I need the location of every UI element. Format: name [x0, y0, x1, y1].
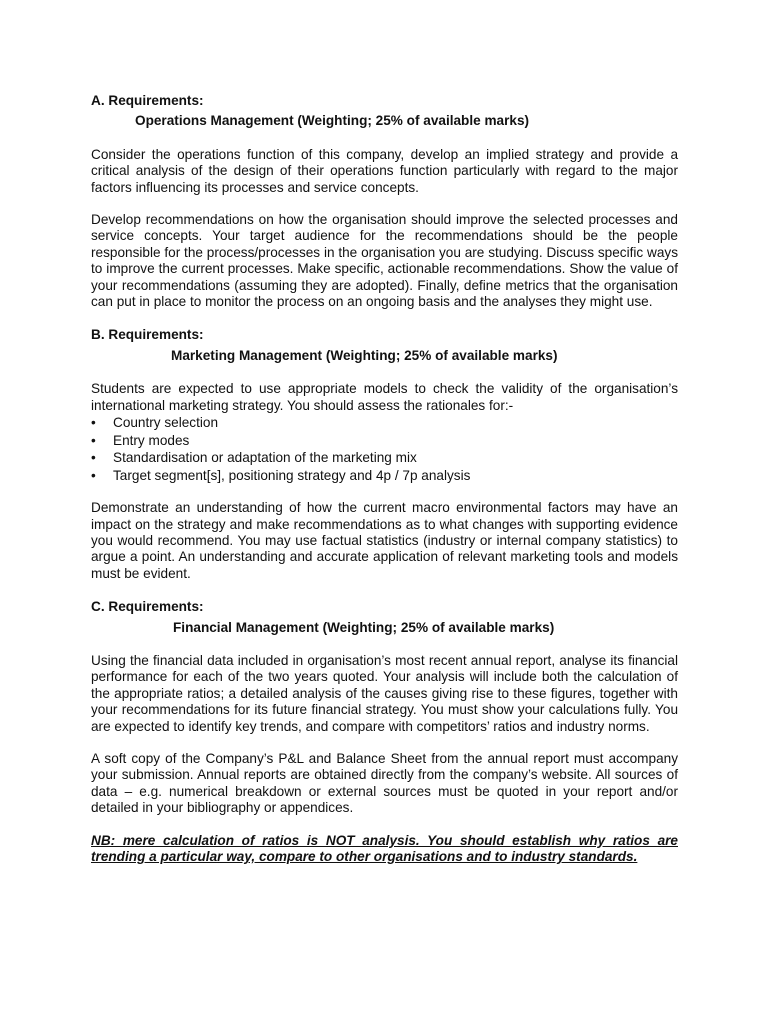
section-a	[91, 93, 678, 310]
section-c-paragraph-2: A soft copy of the Company’s P&L and Balance Sheet from the annual report must accompany your submission. Annual reports are obtained directly from the company’s website. All sources of data – e.g. numerical breakdown or external sources must be quoted in your report and/or detailed in your bibliography or appendices.	[91, 750, 678, 816]
section-c-paragraph-1: Using the financial data included in organisation’s most recent annual report, analyse its financial performance for each of the two years quoted. Your analysis will include both the calculation of the appropriate ratios; a detailed analysis of the causes giving rise to these figures, together with your recommendations for its future financial strategy. You must show your calculations fully. You are expected to identify key trends, and compare with competitors’ ratios and industry norms.	[91, 652, 678, 734]
section-a-paragraph-2: Develop recommendations on how the organisation should improve the selected processes and service concepts. Your target audience for the recommendations should be the people responsible for the process/processes in the organisation you are studying. Discuss specific ways to improve the current processes. Make specific, actionable recommendations. Show the value of your recommendations (assuming they are adopted). Finally, define metrics that the organisation can put in place to monitor the process on an ongoing basis and the analyses they might use.	[91, 212, 678, 310]
section-b-heading: B. Requirements:	[91, 327, 204, 343]
list-item: • Standardisation or adaptation of the marketing mix	[91, 449, 678, 467]
section-a-subheading: Operations Management (Weighting; 25% of available marks)	[135, 113, 530, 129]
section-b-intro: Students are expected to use appropriate models to check the validity of the organisation’s international marketing strategy. You should assess the rationales for:-	[91, 381, 678, 413]
list-item: • Country selection	[91, 414, 678, 432]
list-item: • Target segment[s], positioning strategy and 4p / 7p analysis	[91, 467, 678, 485]
list-item: • Entry modes	[91, 432, 678, 450]
document-page	[91, 93, 678, 865]
section-b-subheading: Marketing Management (Weighting; 25% of available marks)	[171, 347, 558, 363]
section-a-paragraph-1: Consider the operations function of this company, develop an implied strategy and provide a critical analysis of the design of their operations function particularly with regard to the major factors influencing its processes and service concepts.	[91, 146, 678, 195]
rationale-list	[91, 414, 678, 484]
nb-note: NB: mere calculation of ratios is NOT analysis. You should establish why ratios are trending a particular way, compare to other organisations and to industry standards.	[91, 832, 678, 864]
section-b-paragraph: Demonstrate an understanding of how the current macro environmental factors may have an impact on the strategy and make recommendations as to what changes with supporting evidence you would recommend. You may use factual statistics (industry or internal company statistics) to argue a point. An understanding and accurate application of relevant marketing tools and models must be evident.	[91, 500, 678, 581]
section-c-subheading: Financial Management (Weighting; 25% of available marks)	[173, 619, 555, 635]
section-c-heading: C. Requirements:	[91, 599, 204, 615]
section-a-heading: A. Requirements:	[91, 93, 204, 108]
section-b	[91, 327, 678, 582]
section-c	[91, 599, 678, 865]
